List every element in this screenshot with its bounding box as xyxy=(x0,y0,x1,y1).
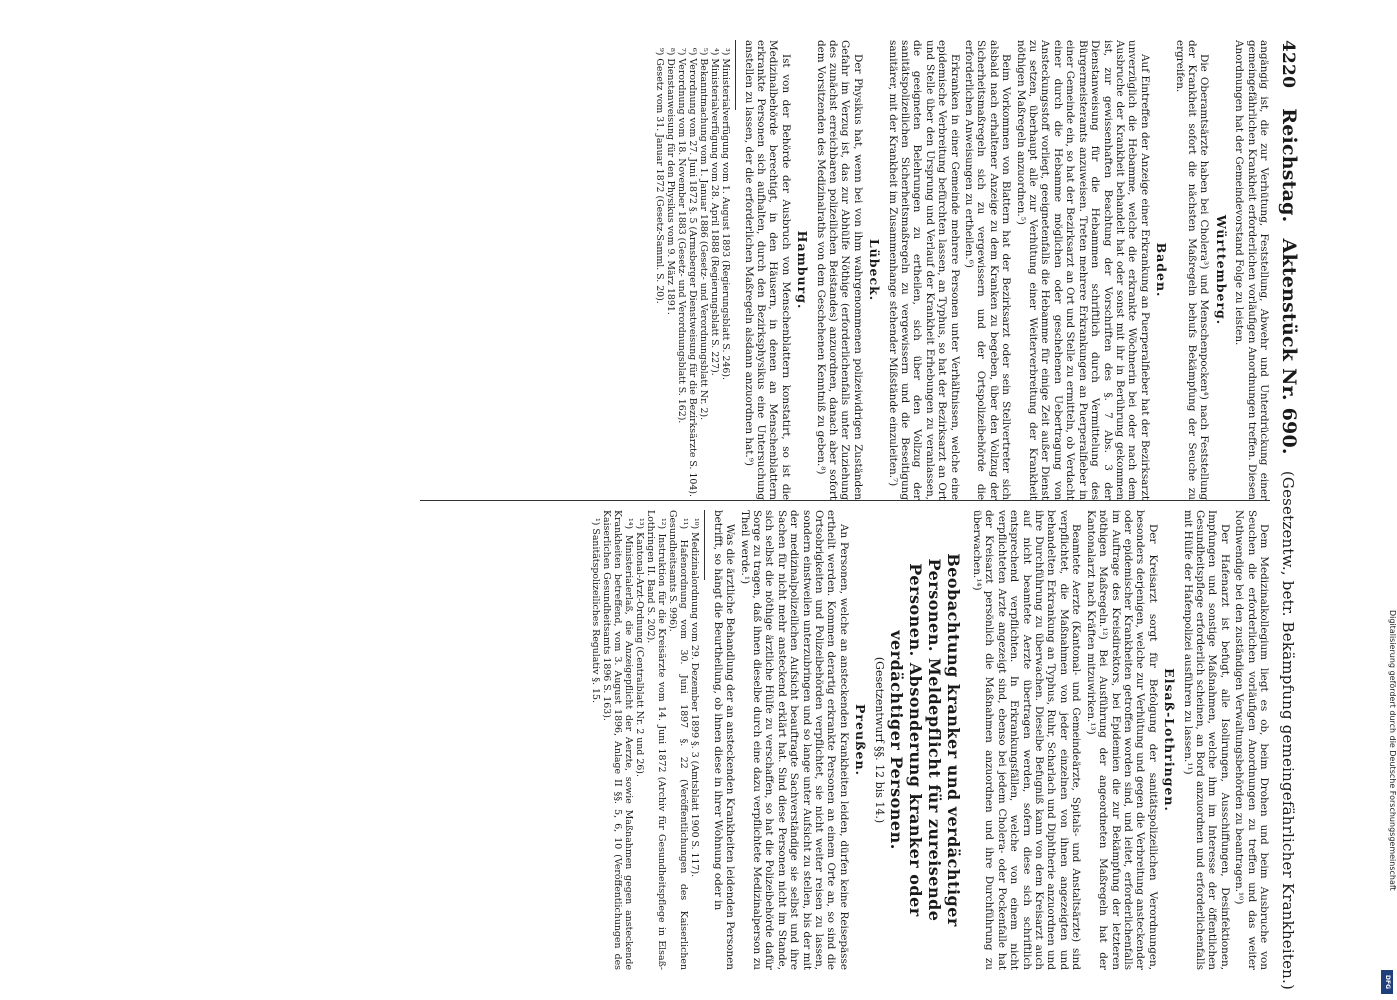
header-subject: (Gesetzentw., betr. Bekämpfung gemeingefährlicher Krankheiten.) xyxy=(1279,470,1297,991)
footnote: ⁹) Gesetz vom 31. Januar 1872 (Gesetz-Samml. S. 20). xyxy=(654,48,666,304)
paragraph: Beim Vorkommen von Blattern hat der Bezirksarzt oder sein Stellvertreter sich alsbald nach erhaltener Anzeige zu dem Kranken zu begeben, über den Vollzug der Sicherheitsmaßregeln sich zu vergewissern und der Ortspolizeibehörde die erforderlichen Anweisungen zu ertheilen.⁶) xyxy=(963,40,1013,500)
document-number: Aktenstück Nr. 690. xyxy=(1278,238,1300,455)
right-intro: Dem Medizinalkollegium liegt es ob, beim Drohen und beim Ausbruche von Seuchen die erforderlichen vorläufigen Anordnungen zu treffen und das weiter Nothwendige bei den zuständigen Verwaltungsbehörden zu beantragen.¹⁰) xyxy=(1233,510,1270,970)
digitization-sidebar xyxy=(1379,0,1397,1000)
dfg-logo: DFG xyxy=(1381,970,1393,994)
footnote-divider xyxy=(735,40,736,110)
paragraph: An Personen, welche an ansteckenden Krankheiten leiden, dürfen keine Reisepässe ertheilt werden. Kommen derartig erkrankte Personen an einem Orte an, so sind die Ortsobrigkeiten und Polizeibehörden verpflichtet, sie nicht weiter reisen zu lassen, sondern einstweilen unterzubringen und so lange unter Aufsicht zu stellen, bis der mit der medizinalpolizeilichen Aufsicht beauftragte Sachverständige sie selbst und ihre Sachen für nicht mehr ansteckend erklärt hat. Sind diese Personen nicht im Stande, sich selbst die nöthige ärztliche Hülfe zu verschaffen, so hat die Polizeibehörde dafür Sorge zu tragen, daß ihnen dieselbe durch eine dazu verpflichtete Medizinalperson zu Theil werde.¹) xyxy=(738,510,850,970)
left-column xyxy=(654,40,1270,500)
left-intro: angängig ist, die zur Verhütung, Feststellung, Abwehr und Unterdrückung einer gemeingefährlichen Krankheit erforderlichen vorläufigen Anordnungen treffen. Diesen Anordnungen hat der Gemeindevorstand Folge zu leisten. xyxy=(1233,40,1270,500)
law-citation: (Gesetzentwurf §§. 12 bis 14.) xyxy=(872,656,886,824)
footnote: ⁶) Verordnung vom 27. Juni 1872 §. 5 (Armsberger Dienstweisung für die Bezirksärzte S. 104). xyxy=(687,48,699,498)
section-heading: Hamburg. xyxy=(795,230,811,310)
footnote: ⁵) Bekanntmachung vom 1. Januar 1886 (Gesetz- und Verordnungsblatt Nr. 2). xyxy=(698,48,710,421)
section-heading: Preußen. xyxy=(853,704,869,776)
main-heading: Beobachtung kranker und verdächtiger Personen. Meldepflicht für zureisende Personen. Absonderung kranker oder verdächtiger Personen. xyxy=(886,553,963,927)
section-heading: Württemberg. xyxy=(1213,214,1229,326)
page-header xyxy=(1278,40,1300,991)
paragraph: Die Oberamtsärzte haben bei Cholera³) und Menschenpocken⁴) nach Feststellung der Krankheit sofort die nächsten Maßregeln behufs Bekämpfung der Seuche zu ergreifen. xyxy=(1173,40,1211,500)
footnote: ¹) Sanitätspolizeiliches Regulativ §. 15. xyxy=(590,518,602,703)
paragraph: Der Physikus hat, wenn bei von ihm wahrgenommenen polizeiwidrigen Zuständen Gefahr im Verzug ist, das zur Abhülfe Nöthige (erforderlichenfalls unter Zuziehung des zunächst erreichbaren polizeilichen Beistandes) anzuordnen, danach aber sofort dem Vorsitzenden des Medizinalraths von dem Geschehenen Kenntniß zu geben.⁸) xyxy=(814,40,864,500)
footnote: ⁷) Verordnung vom 18. November 1883 (Gesetz- und Verordnungsblatt S. 162). xyxy=(676,48,688,424)
paragraph: Beamtete Aerzte (Kantonal- und Gemeindeärzte, Spitals- und Anstaltsärzte) sind verpflichtet, die Maßnahmen von jeder einzelnen von ihnen angezeigten und behandelten Erkrankung an Typhus, Ruhr, Scharlach und Diphtherie anzuordnen und ihre Durchführung zu überwachen. Dieselbe Befugniß kann von dem Kreisarzt auch auf nicht beamtete Aerzte übertragen werden, sofern diese sich schriftlich entsprechend verpflichten. In Erkrankungsfällen, welche von einem nicht verpflichteten Arzte angezeigt sind, ebenso bei jedem Cholera- oder Pockenfalle hat der Kreisarzt persönlich die Maßnahmen anzuordnen und ihre Durchführung zu überwachen.¹⁴) xyxy=(971,510,1083,970)
footnote: ³) Ministerialverfügung vom 1. August 1893 (Regierungsblatt S. 246). xyxy=(720,48,732,380)
footnote: ¹⁰) Medizinalordnung vom 29. Dezember 1899 §. 3 (Amtsblatt 1900 S. 117). xyxy=(689,518,701,878)
section-heading: Elsaß-Lothringen. xyxy=(1162,668,1178,812)
right-intro-2: Der Hafenarzt ist befugt, alle Isolirungen, Ausschiffungen, Desinfektionen, Impfungen und sonstige Maßnahmen, welche ihm im Interesse der öffentlichen Gesundheitspflege erforderlich scheinen, an Bord anzuordnen und erforderlichenfalls mit Hülfe der Hafenpolizei ausführen zu lassen.¹¹) xyxy=(1181,510,1231,970)
paragraph: Der Kreisarzt sorgt für Befolgung der sanitätspolizeilichen Verordnungen, besonders derjenigen, welche zur Verhütung und gegen die Verbreitung ansteckender oder epidemischer Krankheiten getroffen worden sind, und leitet, erforderlichenfalls im Auftrage des Kreisdirektors, bei Epidemien die zur Bekämpfung der letzteren nöthigen Maßregeln.¹²) Bei Ausführung der angeordneten Maßregeln hat der Kantonalarzt nach Kräften mitzuwirken.¹³) xyxy=(1084,510,1159,970)
paragraph: Was die ärztliche Behandlung der an ansteckenden Krankheiten leidenden Personen betrifft, so hängt die Beurtheilung, ob ihnen diese in ihrer Wohnung oder in xyxy=(711,510,737,970)
paragraph: Erkranken in einer Gemeinde mehrere Personen unter Verhältnissen, welche eine epidemische Verbreitung befürchten lassen, an Typhus, so hat der Bezirksarzt an Ort und Stelle über den Ursprung und Verlauf der Krankheit Erhebungen zu veranlassen, die geeigneten Belehrungen zu ertheilen, sich über den Vollzug der sanitätspolizeilichen Sicherheitsmaßregeln zu vergewissern und die Beseitigung sanitärer, mit der Krankheit im Zusammenhange stehender Mißstände einzuleiten.⁷) xyxy=(886,40,961,500)
section-heading: Lübeck. xyxy=(867,238,883,302)
footnote: ¹²) Instruktion für die Kreisärzte vom 14. Juni 1872 (Archiv für Gesundheitspflege in Elsaß-Lothringen II. Band S. 202). xyxy=(645,510,668,970)
funding-notice: Digitalisierung gefördert durch die Deutsche Forschungsgemeinschaft xyxy=(1388,610,1397,891)
footnote: ¹⁴) Ministerialerlaß, die Anzeigepflicht der Aerzte, sowie Maßnahmen gegen ansteckende Krankheiten betreffend, vom 3. August 1896, Anlage II §§. 5, 6, 10 (Veröffentlichungen des Kaiserlichen Gesundheitsamts 1896 S. 163). xyxy=(601,510,635,970)
paragraph: Ist von der Behörde der Ausbruch von Menschenblattern konstatirt, so ist die Medizinalbehörde berechtigt, in den Häusern, in denen an Menschenblattern erkrankte Personen sich aufhalten, durch den Bezirksphysikus eine Untersuchung anstellen zu lassen, der die erforderlichen Maßregeln alsdann anzuordnen hat.⁹) xyxy=(742,40,792,500)
footnote-divider xyxy=(704,510,705,580)
section-heading: Baden. xyxy=(1154,242,1170,298)
page-number: 4220 xyxy=(1278,40,1298,89)
column-divider xyxy=(420,500,1270,501)
footnote: ⁴) Ministerialverfügung vom 28. April 1888 (Regierungsblatt S. 227). xyxy=(709,48,721,376)
right-column xyxy=(590,510,1270,970)
publication-title: Reichstag. xyxy=(1278,108,1300,223)
footnote: ⁸) Dienstanweisung für den Physikus vom 9. März 1891. xyxy=(665,48,677,315)
footnote: ¹¹) Hafenordnung vom 30. Juni 1897 §. 22 (Veröffentlichungen des Kaiserlichen Gesundheitsamts S. 996). xyxy=(667,510,690,970)
footnote: ¹³) Kantonal-Arzt-Ordnung (Centralblatt Nr. 2 und 26). xyxy=(634,518,646,777)
paragraph: Auf Eintreffen der Anzeige einer Erkrankung an Puerperalfieber hat der Bezirksarzt unverzüglich die Hebamme, welche die erkrankte Wöchnerin bei oder nach dem Ausbruche der Krankheit behandelt hat oder sonst mit ihr in Berührung gekommen ist, zur gewissenhaften Beachtung der Vorschriften des §. 7 Abs. 3 der Dienstanweisung für die Hebammen schriftlich durch Vermittelung des Bürgermeisteramts anzuweisen. Treten mehrere Erkrankungen an Puerperalfieber in einer Gemeinde ein, so hat der Bezirksarzt an Ort und Stelle zu ermitteln, ob Verdacht einer durch die Hebamme möglichen oder geschehenen Uebertragung von Ansteckungsstoff vorliegt, geeignetenfalls die Hebamme für einige Zeit außer Dienst zu setzen, überhaupt alle zur Verhütung einer Weiterverbreitung der Krankheit nöthigen Maßregeln anzuordnen.⁵) xyxy=(1014,40,1151,500)
